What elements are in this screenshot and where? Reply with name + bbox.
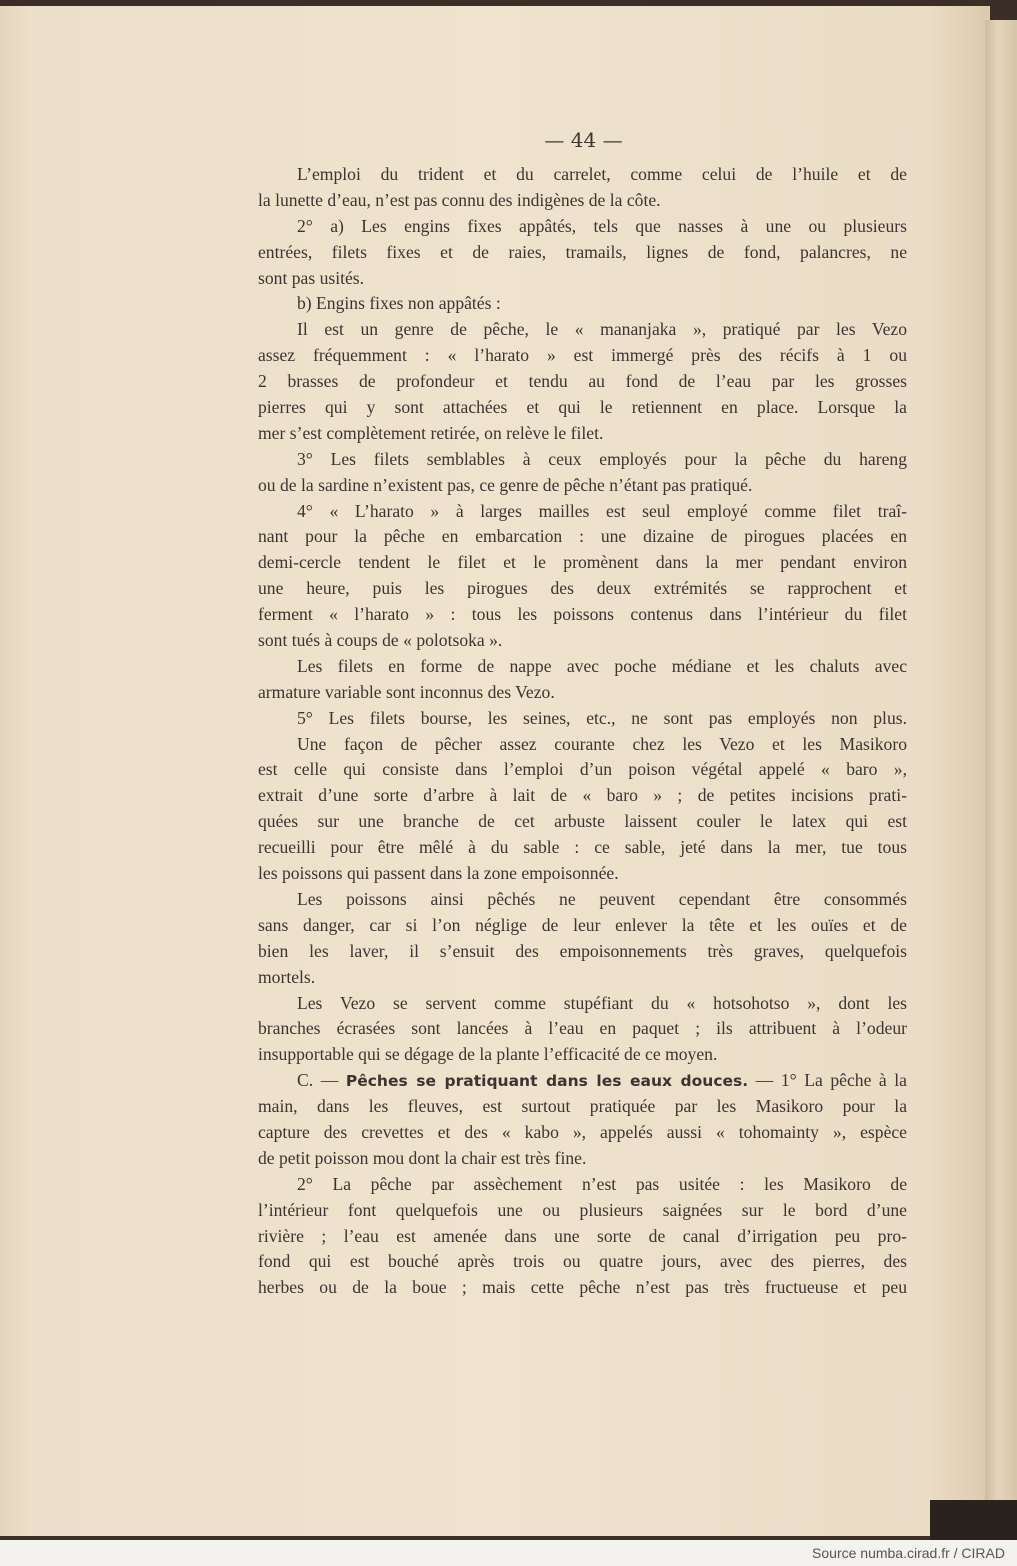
text-line bbox=[258, 576, 907, 602]
text-line bbox=[258, 317, 907, 343]
line-text: bien les laver, il s’ensuit des empoisonnements très graves, quelquefois bbox=[258, 940, 907, 961]
text-line bbox=[258, 757, 907, 783]
text-line bbox=[258, 162, 907, 188]
text-line bbox=[258, 1275, 907, 1301]
text-line bbox=[258, 240, 907, 266]
line-text: insupportable qui se dégage de la plante l’efficacité de ce moyen. bbox=[258, 1044, 718, 1065]
text-line bbox=[258, 1094, 907, 1120]
text-line bbox=[258, 887, 907, 913]
text-line bbox=[258, 1249, 907, 1275]
line-text: mer s’est complètement retirée, on relève le filet. bbox=[258, 422, 604, 443]
text-line bbox=[258, 732, 907, 758]
line-text: 2° a) Les engins fixes appâtés, tels que nasses à une ou plusieurs bbox=[297, 215, 907, 236]
line-text: 2° La pêche par assèchement n’est pas usitée : les Masikoro de bbox=[297, 1173, 907, 1194]
text-line bbox=[258, 524, 907, 550]
text-line bbox=[258, 654, 907, 680]
text-line bbox=[258, 835, 907, 861]
line-text: herbes ou de la boue ; mais cette pêche n’est pas très fructueuse et peu bbox=[258, 1277, 907, 1298]
line-text: ou de la sardine n’existent pas, ce genre de pêche n’étant pas pratiqué. bbox=[258, 474, 753, 495]
text-line bbox=[258, 1146, 907, 1172]
text-line bbox=[258, 809, 907, 835]
line-text: rivière ; l’eau est amenée dans une sorte de canal d’irrigation peu pro- bbox=[258, 1225, 907, 1246]
line-text: capture des crevettes et des « kabo », appelés aussi « tohomainty », espèce bbox=[258, 1121, 907, 1142]
line-text: mortels. bbox=[258, 966, 316, 987]
line-text: la lunette d’eau, n’est pas connu des indigènes de la côte. bbox=[258, 189, 661, 210]
line-text: Les Vezo se servent comme stupéfiant du « hotsohotso », dont les bbox=[297, 992, 907, 1013]
line-text: de petit poisson mou dont la chair est très fine. bbox=[258, 1147, 587, 1168]
text-line bbox=[258, 861, 907, 887]
section-heading: Pêches se pratiquant dans les eaux douces. bbox=[345, 1072, 749, 1091]
text-line bbox=[258, 939, 907, 965]
text-line bbox=[258, 1016, 907, 1042]
page-number: — 44 — bbox=[544, 128, 623, 152]
body-text bbox=[258, 162, 907, 1301]
line-text: 5° Les filets bourse, les seines, etc., ne sont pas employés non plus. bbox=[297, 707, 907, 728]
book-binding bbox=[930, 1500, 1017, 1540]
line-text: assez fréquemment : « l’harato » est immergé près des récifs à 1 ou bbox=[258, 345, 907, 366]
text-line bbox=[258, 913, 907, 939]
line-text: ferment « l’harato » : tous les poissons contenus dans l’intérieur du filet bbox=[258, 604, 907, 625]
line-text: est celle qui consiste dans l’emploi d’un poison végétal appelé « baro », bbox=[258, 759, 907, 780]
line-text: l’intérieur font quelquefois une ou plusieurs saignées sur le bord d’une bbox=[258, 1199, 907, 1220]
line-text: demi-cercle tendent le filet et le promènent dans la mer pendant environ bbox=[258, 552, 907, 573]
line-text: main, dans les fleuves, est surtout pratiquée par les Masikoro pour la bbox=[258, 1096, 907, 1117]
text-line bbox=[258, 680, 907, 706]
page-edge bbox=[985, 20, 1017, 1530]
line-text: branches écrasées sont lancées à l’eau en paquet ; ils attribuent à l’odeur bbox=[258, 1018, 907, 1039]
line-text: C. — bbox=[297, 1070, 346, 1091]
line-text: quées sur une branche de cet arbuste laissent couler le latex qui est bbox=[258, 811, 907, 832]
text-line bbox=[258, 188, 907, 214]
line-text: entrées, filets fixes et de raies, tramails, lignes de fond, palancres, ne bbox=[258, 241, 907, 262]
line-text: L’emploi du trident et du carrelet, comme celui de l’huile et de bbox=[297, 164, 907, 184]
text-line bbox=[258, 291, 907, 317]
text-line bbox=[258, 214, 907, 240]
text-line bbox=[258, 395, 907, 421]
text-line bbox=[258, 602, 907, 628]
line-text: — 1° La pêche à la bbox=[748, 1070, 907, 1091]
line-text: pierres qui y sont attachées et qui le retiennent en place. Lorsque la bbox=[258, 397, 907, 418]
source-credit: Source numba.cirad.fr / CIRAD bbox=[812, 1545, 1005, 1561]
line-text: une heure, puis les pirogues des deux extrémités se rapprochent et bbox=[258, 578, 907, 599]
line-text: extrait d’une sorte d’arbre à lait de « baro » ; de petites incisions prati- bbox=[258, 785, 907, 806]
text-line bbox=[258, 473, 907, 499]
line-text: les poissons qui passent dans la zone empoisonnée. bbox=[258, 863, 619, 884]
text-line bbox=[258, 266, 907, 292]
line-text: 3° Les filets semblables à ceux employés pour la pêche du hareng bbox=[297, 448, 907, 469]
line-text: fond qui est bouché après trois ou quatre jours, avec des pierres, des bbox=[258, 1251, 907, 1272]
text-line bbox=[258, 447, 907, 473]
text-line bbox=[258, 1068, 907, 1094]
line-text: Il est un genre de pêche, le « mananjaka », pratiqué par les Vezo bbox=[297, 319, 907, 340]
text-line bbox=[258, 1042, 907, 1068]
text-line bbox=[258, 1224, 907, 1250]
text-line bbox=[258, 499, 907, 525]
line-text: recueilli pour être mêlé à du sable : ce sable, jeté dans la mer, tue tous bbox=[258, 837, 907, 858]
line-text: sont pas usités. bbox=[258, 267, 365, 288]
text-line bbox=[258, 550, 907, 576]
text-line bbox=[258, 783, 907, 809]
text-line bbox=[258, 369, 907, 395]
text-line bbox=[258, 421, 907, 447]
line-text: b) Engins fixes non appâtés : bbox=[297, 293, 501, 314]
line-text: 2 brasses de profondeur et tendu au fond de l’eau par les grosses bbox=[258, 371, 907, 392]
text-line bbox=[258, 965, 907, 991]
line-text: sont tués à coups de « polotsoka ». bbox=[258, 630, 503, 651]
line-text: Les poissons ainsi pêchés ne peuvent cependant être consommés bbox=[297, 888, 907, 909]
line-text: sans danger, car si l’on néglige de leur enlever la tête et les ouïes et de bbox=[258, 914, 907, 935]
line-text: nant pour la pêche en embarcation : une dizaine de pirogues placées en bbox=[258, 526, 907, 547]
text-line bbox=[258, 628, 907, 654]
line-text: armature variable sont inconnus des Vezo. bbox=[258, 681, 555, 702]
line-text: 4° « L’harato » à larges mailles est seul employé comme filet traî- bbox=[297, 500, 907, 521]
text-line bbox=[258, 1120, 907, 1146]
text-line bbox=[258, 1198, 907, 1224]
line-text: Les filets en forme de nappe avec poche médiane et les chaluts avec bbox=[297, 655, 907, 676]
text-line bbox=[258, 991, 907, 1017]
text-line bbox=[258, 343, 907, 369]
text-line bbox=[258, 706, 907, 732]
text-line bbox=[258, 1172, 907, 1198]
line-text: Une façon de pêcher assez courante chez les Vezo et les Masikoro bbox=[297, 733, 907, 754]
